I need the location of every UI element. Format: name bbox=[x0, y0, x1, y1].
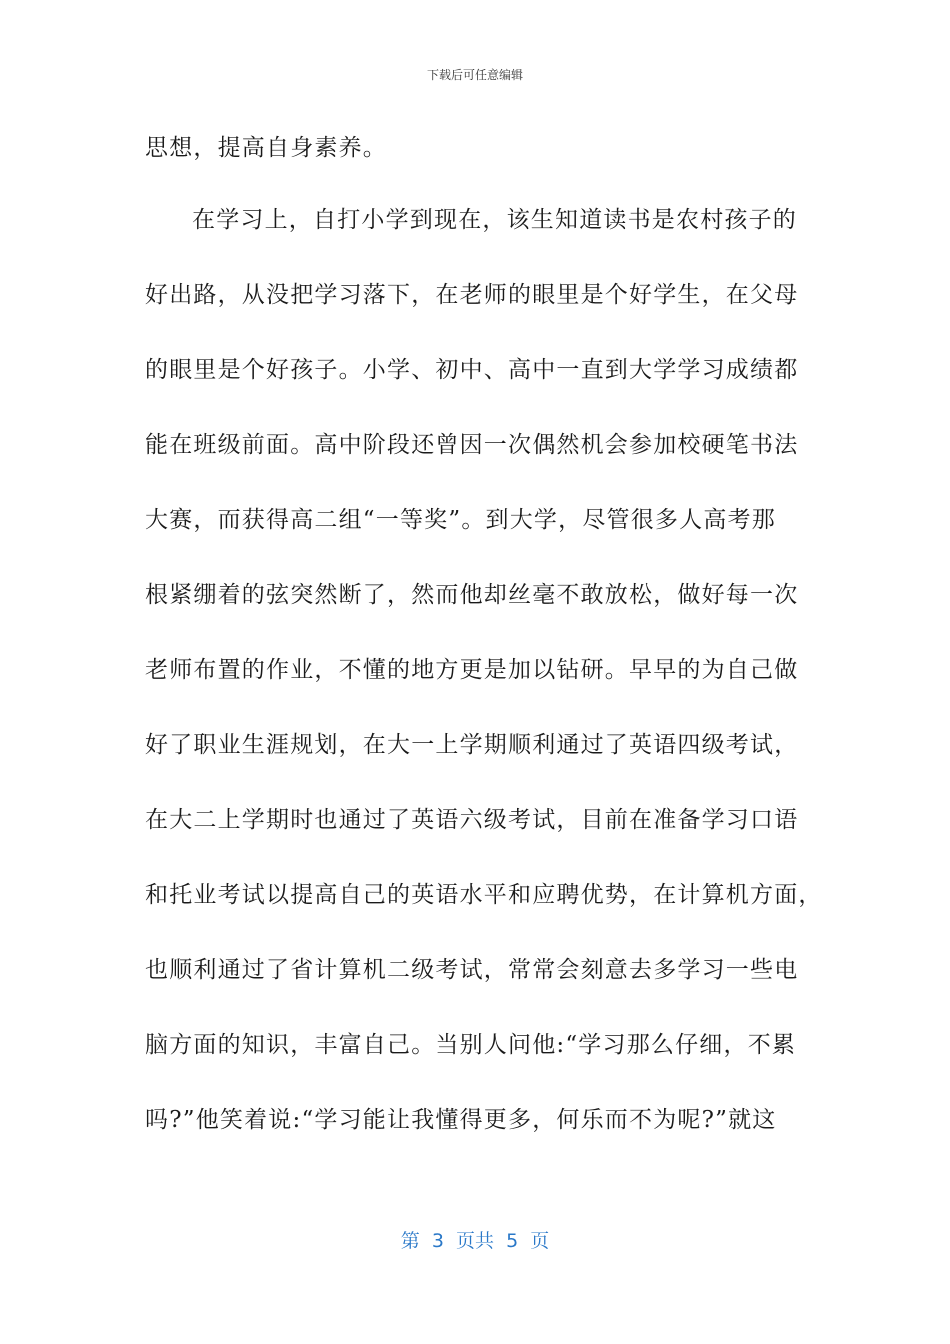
page-number: 第 3 页共 5 页 bbox=[400, 1230, 550, 1252]
text-line: 大赛，而获得高二组“一等奖”。到大学，尽管很多人高考那 bbox=[145, 507, 776, 533]
text-line: 根紧绷着的弦突然断了，然而他却丝毫不敢放松，做好每一次 bbox=[145, 582, 799, 608]
text-line: 思想，提高自身素养。 bbox=[145, 135, 387, 161]
text-line: 也顺利通过了省计算机二级考试，常常会刻意去多学习一些电 bbox=[145, 957, 799, 983]
text-line: 能在班级前面。高中阶段还曾因一次偶然机会参加校硬笔书法 bbox=[145, 432, 799, 458]
text-line: 好了职业生涯规划，在大一上学期顺利通过了英语四级考试， bbox=[145, 732, 799, 758]
header-note: 下载后可任意编辑 bbox=[426, 68, 523, 82]
text-line: 在学习上，自打小学到现在，该生知道读书是农村孩子的 bbox=[192, 207, 797, 233]
text-line: 和托业考试以提高自己的英语水平和应聘优势，在计算机方面， bbox=[145, 882, 823, 908]
text-line: 吗?”他笑着说:“学习能让我懂得更多，何乐而不为呢?”就这 bbox=[145, 1107, 777, 1133]
text-line: 在大二上学期时也通过了英语六级考试，目前在准备学习口语 bbox=[145, 807, 799, 833]
text-line: 老师布置的作业，不懂的地方更是加以钻研。早早的为自己做 bbox=[145, 657, 799, 683]
text-line: 的眼里是个好孩子。小学、初中、高中一直到大学学习成绩都 bbox=[145, 357, 799, 383]
text-line: 好出路，从没把学习落下，在老师的眼里是个好学生，在父母 bbox=[145, 282, 799, 308]
text-line: 脑方面的知识，丰富自己。当别人问他:“学习那么仔细，不累 bbox=[145, 1032, 797, 1058]
